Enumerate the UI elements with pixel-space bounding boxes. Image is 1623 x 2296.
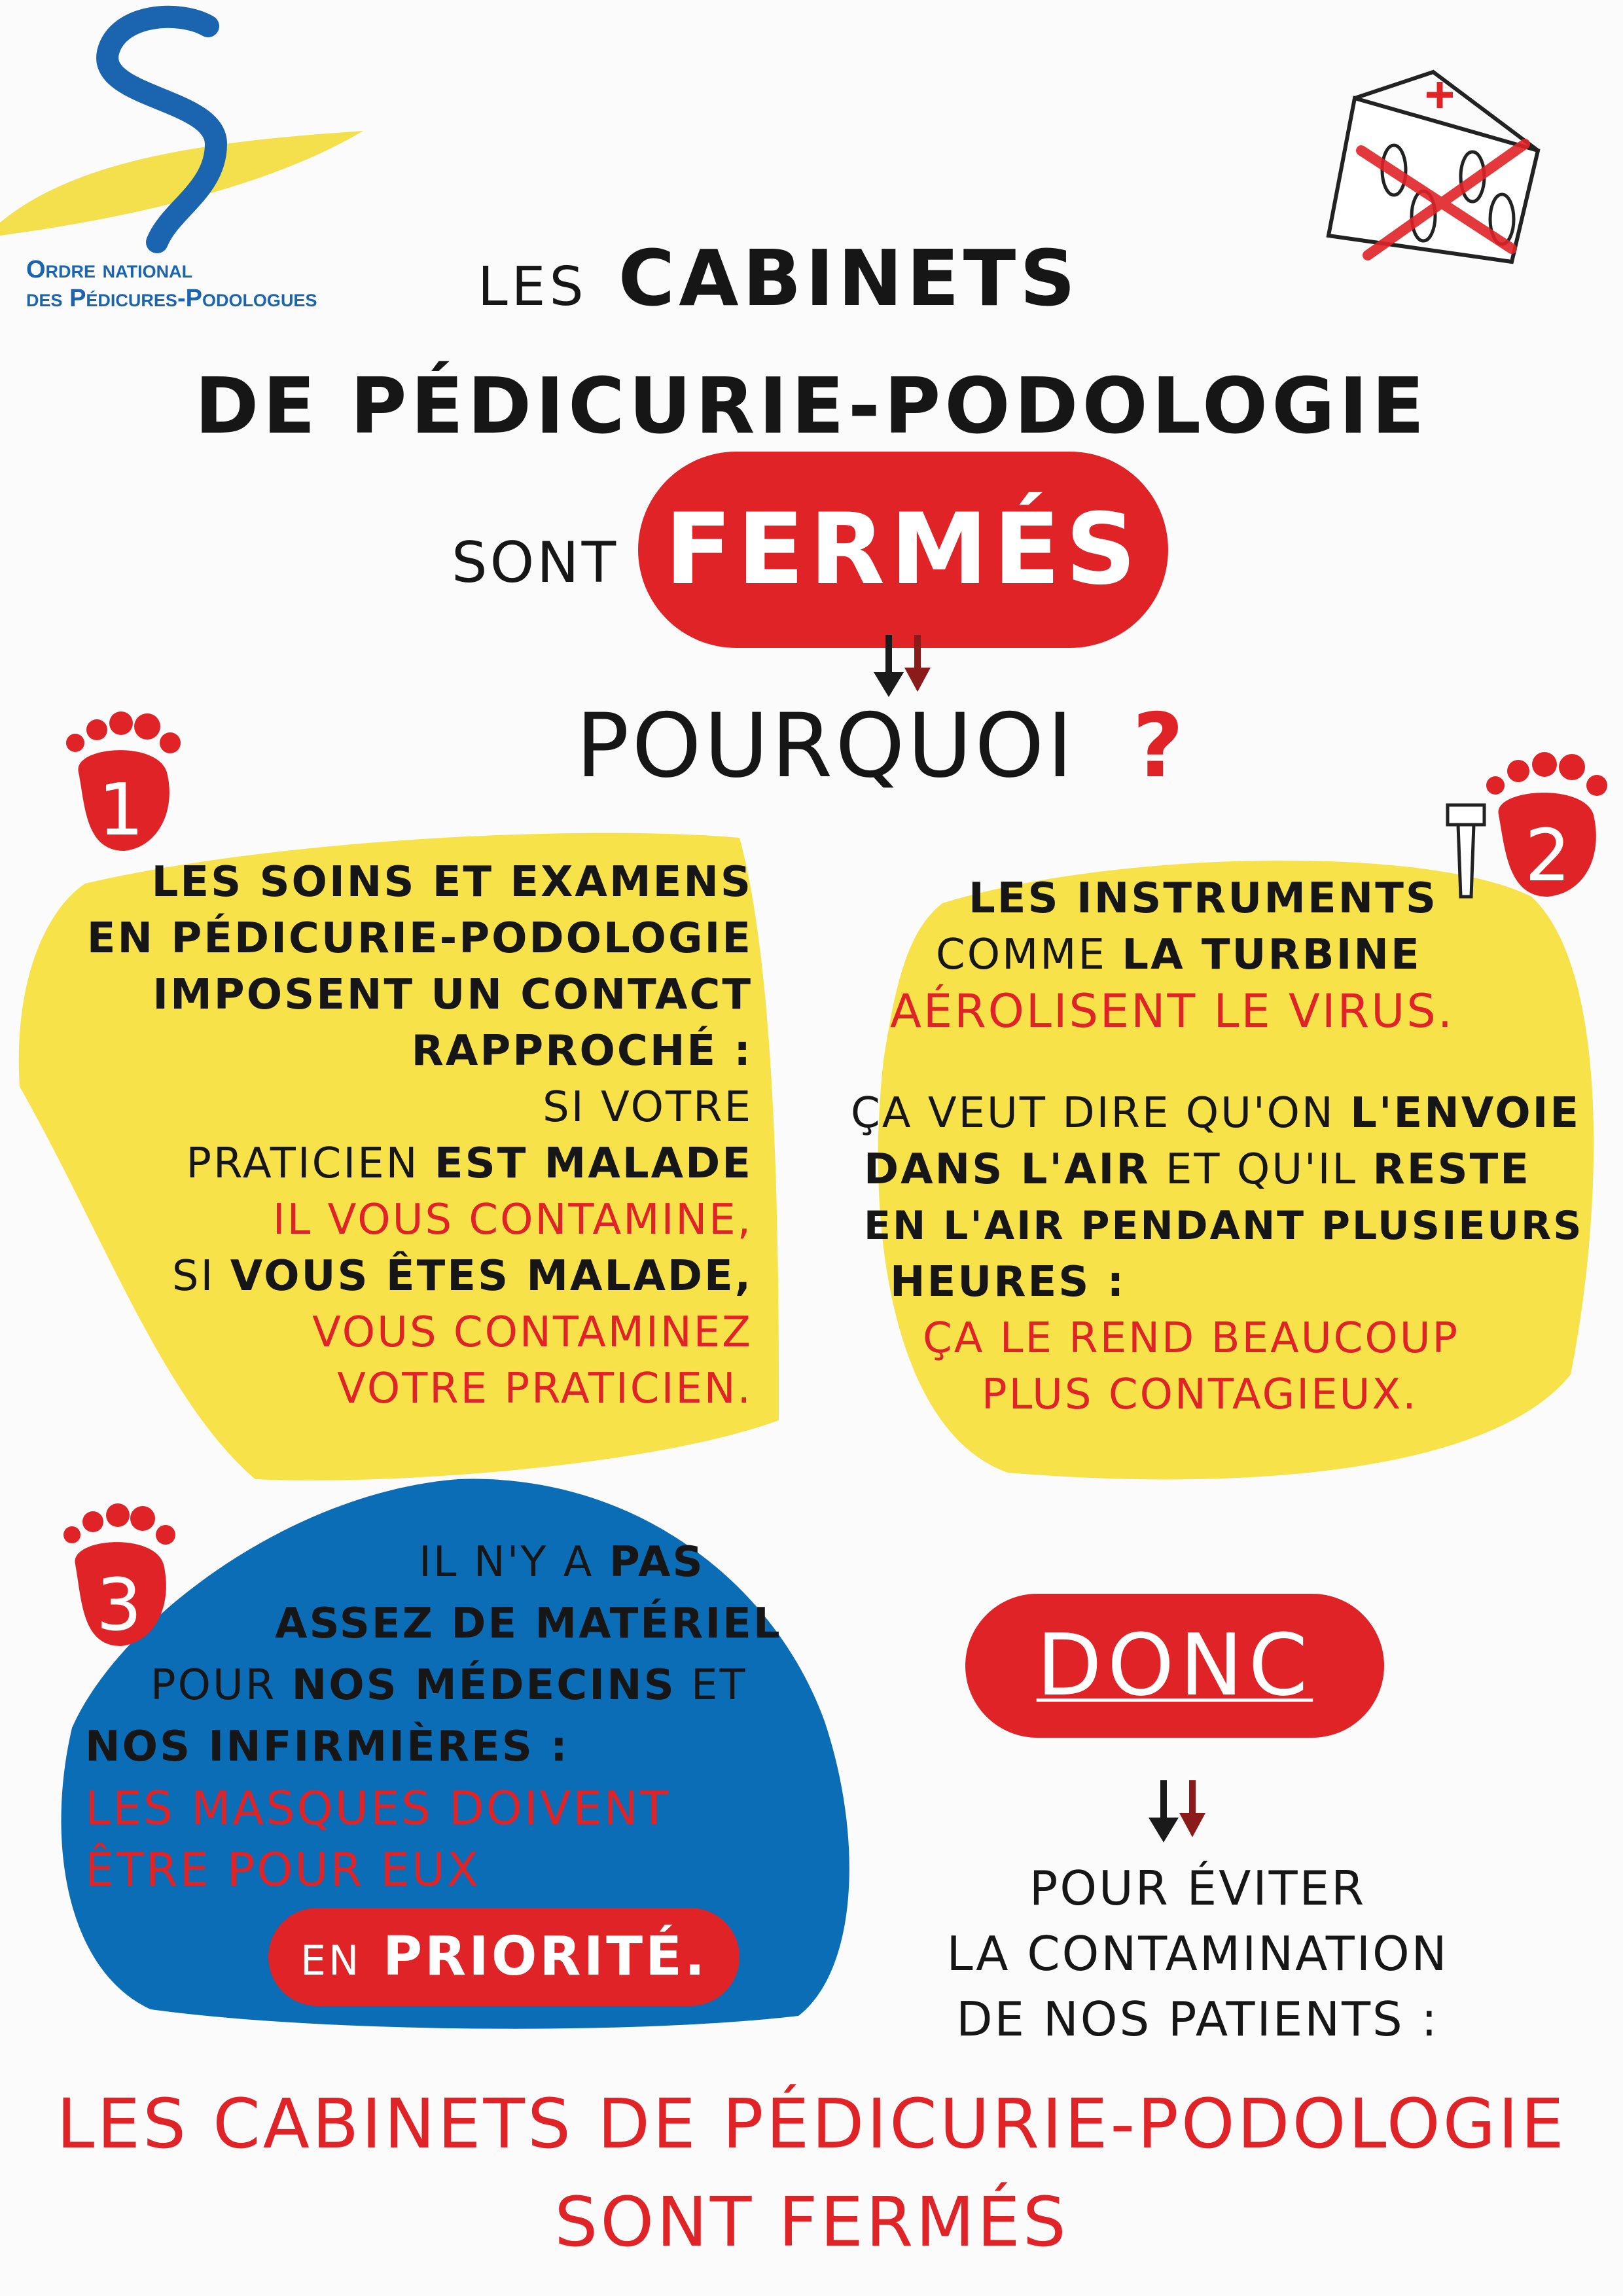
r2-spacer	[851, 1039, 1597, 1085]
r2-l5a: DANS L'AIR	[864, 1145, 1150, 1194]
r1-l6b: EST MALADE	[434, 1139, 753, 1188]
reason2-text	[851, 870, 1597, 1423]
r2-l5c: RESTE	[1372, 1145, 1531, 1194]
r2-l7: HEURES :	[890, 1258, 1126, 1306]
r3-l3c: ET	[691, 1661, 747, 1710]
r1-l4: RAPPROCHÉ :	[411, 1027, 753, 1075]
reason1-text	[39, 854, 753, 1417]
logo-line-1: Ordre national	[26, 256, 193, 283]
final-line-2: SONT FERMÉS	[554, 2182, 1069, 2262]
r1-l1: LES SOINS ET EXAMENS	[151, 858, 753, 906]
r2-l5b: ET QU'IL	[1165, 1145, 1358, 1194]
r2-l9: PLUS CONTAGIEUX.	[982, 1371, 1418, 1419]
r2-l2	[851, 927, 1597, 983]
priorite-word: PRIORITÉ.	[382, 1926, 708, 1988]
r2-l5	[851, 1141, 1597, 1198]
header-cabinets: CABINETS	[618, 233, 1080, 323]
r3-l5: LES MASQUES DOIVENT	[85, 1782, 670, 1835]
priorite-en: EN	[300, 1937, 362, 1984]
r3-l1	[85, 1532, 818, 1593]
r3-l3a: POUR	[151, 1661, 277, 1710]
r1-l10: VOTRE PRATICIEN.	[337, 1365, 753, 1413]
r2-l1: LES INSTRUMENTS	[969, 874, 1438, 923]
priorite-text	[281, 1908, 726, 2006]
closed-office-icon	[1315, 65, 1551, 288]
r2-l8: ÇA LE REND BEAUCOUP	[923, 1314, 1460, 1363]
r2-l4b: L'ENVOIE	[1350, 1089, 1581, 1138]
r1-l8	[39, 1248, 753, 1304]
r1-l2: EN PÉDICURIE-PODOLOGIE	[86, 914, 753, 963]
arrows-down-icon	[864, 632, 942, 704]
r2-l4	[851, 1085, 1597, 1141]
reason3-text	[85, 1532, 818, 1901]
final-statement	[26, 2075, 1597, 2271]
r1-l5: SI VOTRE	[543, 1083, 753, 1132]
r1-l9: VOUS CONTAMINEZ	[312, 1308, 753, 1357]
r2-l6: EN L'AIR PENDANT PLUSIEURS	[864, 1203, 1584, 1249]
r2-l2b: LA TURBINE	[1122, 931, 1421, 979]
donc-text: DONC	[1036, 1615, 1313, 1715]
r3-l1b: PAS	[609, 1538, 705, 1587]
r2-l3: AÉROLISENT LE VIRUS.	[890, 984, 1455, 1038]
r3-l3	[85, 1655, 818, 1716]
foot-badge-1-icon	[59, 707, 183, 857]
conclusion-text	[851, 1856, 1544, 2052]
logo-line-2: des Pédicures-Podologues	[26, 285, 317, 312]
r1-l7: IL VOUS CONTAMINE,	[272, 1196, 753, 1244]
header-line-2: DE PÉDICURIE-PODOLOGIE	[194, 361, 1429, 451]
c-l1: POUR ÉVITER	[1029, 1861, 1366, 1916]
header-les: LES	[478, 256, 588, 318]
r1-l6a: PRATICIEN	[186, 1139, 419, 1188]
r1-l8b: VOUS ÊTES MALADE,	[230, 1252, 753, 1300]
r3-l4: NOS INFIRMIÈRES :	[85, 1723, 569, 1771]
arrows-down-icon	[1139, 1777, 1217, 1849]
r1-l8a: SI	[171, 1252, 215, 1300]
r2-l2a: COMME	[936, 931, 1107, 979]
question-mark: ?	[1132, 694, 1186, 797]
svg-text:3: 3	[96, 1563, 142, 1647]
final-line-1: LES CABINETS DE PÉDICURIE-PODOLOGIE	[56, 2084, 1567, 2164]
r3-l3b: NOS MÉDECINS	[291, 1661, 676, 1710]
r3-l2: ASSEZ DE MATÉRIEL	[275, 1600, 782, 1648]
r2-l4a: ÇA VEUT DIRE QU'ON	[851, 1089, 1335, 1138]
svg-text:1: 1	[98, 768, 144, 852]
logo-text	[26, 255, 317, 313]
header-sont: SONT	[452, 530, 619, 596]
pourquoi-text: POURQUOI	[576, 694, 1076, 797]
svg-text:2: 2	[1525, 814, 1571, 897]
r1-l3: IMPOSENT UN CONTACT	[152, 971, 753, 1019]
r3-l6: ÊTRE POUR EUX	[85, 1843, 480, 1897]
c-l2: LA CONTAMINATION	[946, 1926, 1449, 1981]
header-line-1	[478, 233, 1263, 330]
r1-l6	[39, 1136, 753, 1192]
fermes-pill: FERMÉS	[638, 452, 1168, 648]
c-l3: DE NOS PATIENTS :	[956, 1992, 1439, 2047]
r3-l1a: IL N'Y A	[419, 1538, 594, 1587]
pourquoi-heading	[576, 694, 1186, 798]
